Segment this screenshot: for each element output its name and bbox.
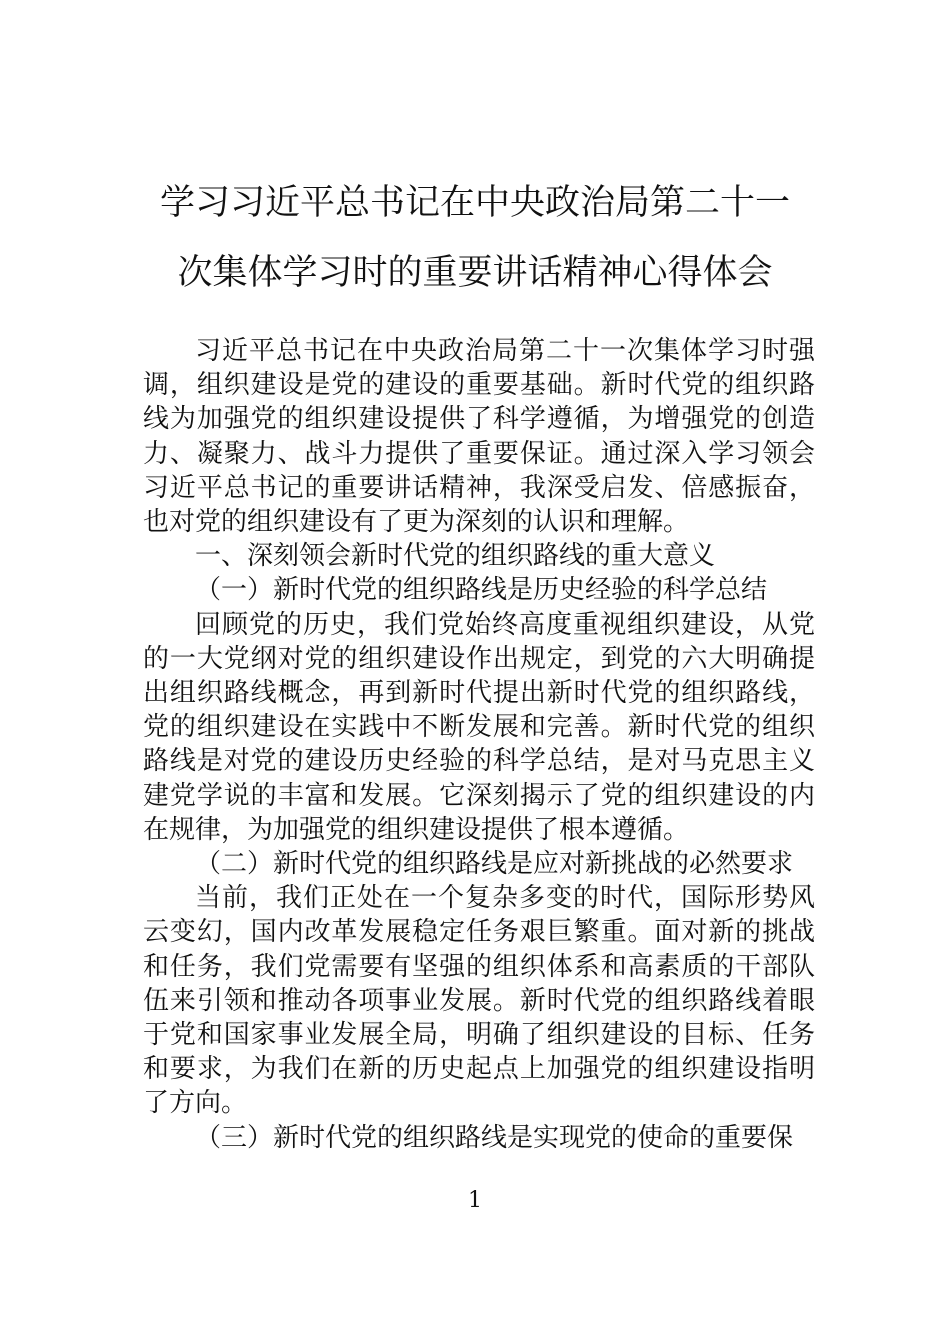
page-number: 1 xyxy=(468,1188,482,1213)
paragraph-challenges: 当前，我们正处在一个复杂多变的时代，国际形势风云变幻，国内改革发展稳定任务艰巨繁重。面对新的挑战和任务，我们党需要有坚强的组织体系和高素质的干部队伍来引领和推动各项事业发展。新时代党的组织路线着眼于党和国家事业发展全局，明确了组织建设的目标、任务和要求，为我们在新的历史起点上加强党的组织建设指明了方向。 xyxy=(143,883,815,1119)
paragraph-history: 回顾党的历史，我们党始终高度重视组织建设，从党的一大党纲对党的组织建设作出规定，到党的六大明确提出组织路线概念，再到新时代提出新时代党的组织路线，党的组织建设在实践中不断发展和完善。新时代党的组织路线是对党的建设历史经验的科学总结，是对马克思主义建党学说的丰富和发展。它深刻揭示了党的组织建设的内在规律，为加强党的组织建设提供了根本遵循。 xyxy=(143,609,815,845)
subsection-heading-3: （三）新时代党的组织路线是实现党的使命的重要保 xyxy=(195,1122,794,1153)
subsection-heading-1: （一）新时代党的组织路线是历史经验的科学总结 xyxy=(195,575,768,606)
intro-paragraph: 习近平总书记在中央政治局第二十一次集体学习时强调，组织建设是党的建设的重要基础。新时代党的组织路线为加强党的组织建设提供了科学遵循，为增强党的创造力、凝聚力、战斗力提供了重要保证。通过深入学习领会习近平总书记的重要讲话精神，我深受启发、倍感振奋，也对党的组织建设有了更为深刻的认识和理解。 xyxy=(143,336,815,538)
document-body xyxy=(143,334,815,1155)
title-line-2: 次集体学习时的重要讲话精神心得体会 xyxy=(177,253,773,293)
document-title xyxy=(100,168,850,308)
section-heading-1: 一、深刻领会新时代党的组织路线的重大意义 xyxy=(195,541,716,572)
subsection-heading-2: （二）新时代党的组织路线是应对新挑战的必然要求 xyxy=(195,849,794,880)
title-line-1: 学习习近平总书记在中央政治局第二十一 xyxy=(159,183,790,223)
